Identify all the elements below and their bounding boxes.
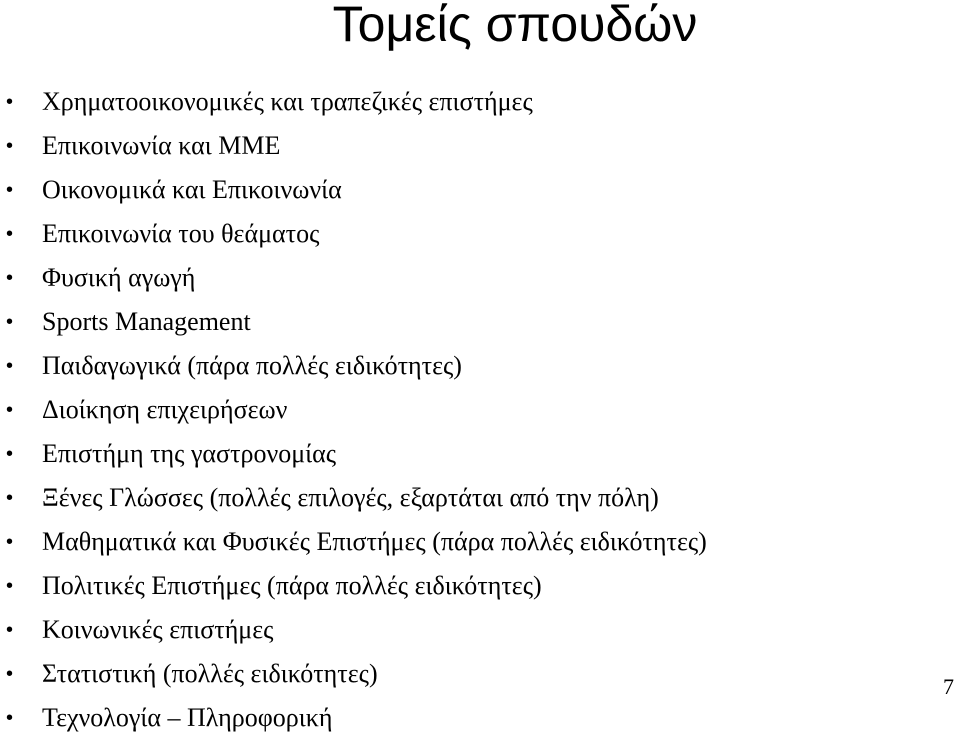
list-item-text: Οικονομικά και Επικοινωνία bbox=[42, 175, 342, 204]
bullet-icon: • bbox=[6, 223, 14, 245]
bullet-list bbox=[0, 80, 707, 740]
bullet-icon: • bbox=[6, 531, 14, 553]
bullet-icon: • bbox=[6, 91, 14, 113]
list-item bbox=[0, 652, 707, 696]
slide-title: Τομείς σπουδών bbox=[332, 0, 698, 52]
bullet-icon: • bbox=[6, 663, 14, 685]
bullet-icon: • bbox=[6, 135, 14, 157]
list-item bbox=[0, 80, 707, 124]
list-item-text: Χρηματοοικονομικές και τραπεζικές επιστήμες bbox=[42, 87, 533, 116]
list-item bbox=[0, 124, 707, 168]
list-item-text: Πολιτικές Επιστήμες (πάρα πολλές ειδικότητες) bbox=[42, 571, 542, 600]
bullet-icon: • bbox=[6, 267, 14, 289]
list-item-text: Ξένες Γλώσσες (πολλές επιλογές, εξαρτάται από την πόλη) bbox=[42, 483, 659, 512]
list-item bbox=[0, 300, 707, 344]
list-item bbox=[0, 212, 707, 256]
bullet-icon: • bbox=[6, 487, 14, 509]
list-item-text: Διοίκηση επιχειρήσεων bbox=[42, 395, 288, 424]
list-item-text: Sports Management bbox=[42, 307, 251, 336]
list-item bbox=[0, 432, 707, 476]
list-item-text: Επικοινωνία και ΜΜΕ bbox=[42, 131, 281, 160]
bullet-icon: • bbox=[6, 443, 14, 465]
list-item bbox=[0, 564, 707, 608]
bullet-icon: • bbox=[6, 619, 14, 641]
list-item-text: Παιδαγωγικά (πάρα πολλές ειδικότητες) bbox=[42, 351, 462, 380]
list-item-text: Μαθηματικά και Φυσικές Επιστήμες (πάρα πολλές ειδικότητες) bbox=[42, 527, 707, 556]
bullet-icon: • bbox=[6, 355, 14, 377]
list-item-text: Στατιστική (πολλές ειδικότητες) bbox=[42, 659, 378, 688]
list-item bbox=[0, 476, 707, 520]
list-item-text: Φυσική αγωγή bbox=[42, 263, 196, 292]
list-item bbox=[0, 608, 707, 652]
page-number: 7 bbox=[943, 674, 954, 699]
bullet-icon: • bbox=[6, 179, 14, 201]
list-item-text: Κοινωνικές επιστήμες bbox=[42, 615, 274, 644]
list-item bbox=[0, 168, 707, 212]
list-item bbox=[0, 520, 707, 564]
list-item-text: Επιστήμη της γαστρονομίας bbox=[42, 439, 337, 468]
list-item bbox=[0, 344, 707, 388]
bullet-icon: • bbox=[6, 575, 14, 597]
list-item-text: Επικοινωνία του θεάματος bbox=[42, 219, 320, 248]
list-item bbox=[0, 388, 707, 432]
list-item-text: Τεχνολογία – Πληροφορική bbox=[42, 703, 333, 732]
bullet-icon: • bbox=[6, 311, 14, 333]
bullet-icon: • bbox=[6, 399, 14, 421]
list-item bbox=[0, 696, 707, 740]
bullet-icon: • bbox=[6, 707, 14, 729]
list-item bbox=[0, 256, 707, 300]
